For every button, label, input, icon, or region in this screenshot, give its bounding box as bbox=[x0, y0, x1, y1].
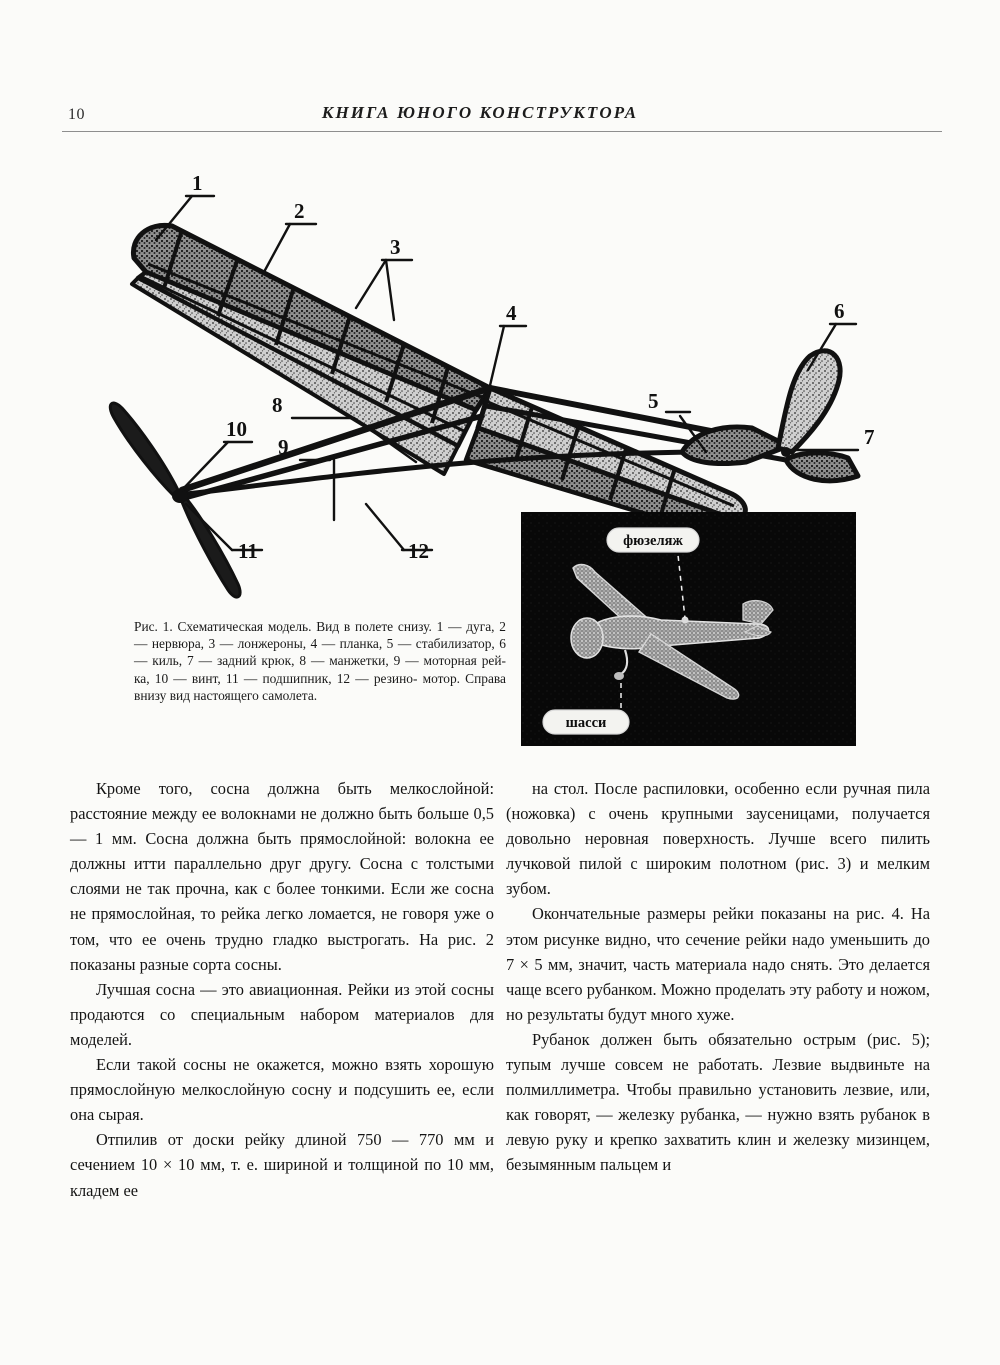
wing-left-panel bbox=[132, 225, 490, 474]
callout-9: 9 bbox=[278, 435, 289, 459]
callout-3: 3 bbox=[390, 235, 401, 259]
photo-label-landing-gear-text: шасси bbox=[565, 715, 607, 731]
header-rule bbox=[62, 131, 942, 132]
running-head bbox=[62, 100, 942, 134]
figure-caption-line-2: снизу. 1 — дуга, 2 — нервюра, 3 — лонжероны, bbox=[134, 619, 506, 652]
figure-caption-line-4: задний крюк, 8 — манжетки, 9 — моторная рей- bbox=[216, 653, 507, 669]
callout-6: 6 bbox=[834, 299, 845, 323]
photo-label-landing-gear bbox=[543, 710, 629, 734]
running-title: КНИГА ЮНОГО КОНСТРУКТОРА bbox=[321, 103, 639, 122]
callout-11: 11 bbox=[238, 539, 258, 563]
paragraph: на стол. После распиловки, особенно если ручная пила (ножовка) с очень крупными заусеницами, получается довольно неровная поверхность. Лучше всего пилить лучковой пилой с широким полотном (рис. 3) и мелким зубом. bbox=[506, 779, 930, 899]
paragraph: Окончательные размеры рейки показаны на рис. 4. На этом рисунке видно, что сечение рейки надо уменьшить до 7 × 5 мм, значит, часть материала надо снять. Это делается чаще всего рубанком. Можно проделать эту работу и ножом, но результаты будут много хуже. bbox=[506, 904, 930, 1024]
photo-real-airplane bbox=[521, 512, 856, 746]
paragraph: Рубанок должен быть обязательно острым (рис. 5); тупым лучше совсем не работать. Лезвие выдвиньте на полмиллиметра. Чтобы правильно установить лезвие, или, как говорят, — железку рубанка, — нужно взять рубанок в левую руку и крепко захватить клин и железку мизинцем, безымянным пальцем и bbox=[506, 1029, 930, 1175]
figure-caption bbox=[134, 618, 506, 704]
callout-8: 8 bbox=[272, 393, 283, 417]
figure-caption-line-1: Рис. 1. Схематическая модель. Вид в полете bbox=[134, 619, 394, 634]
tail-unit bbox=[682, 351, 858, 481]
figure-caption-line-5: ка, 10 — винт, 11 — подшипник, 12 — резино- bbox=[134, 670, 418, 686]
page-number: 10 bbox=[68, 106, 85, 123]
paragraph: Лучшая сосна — это авиационная. Рейки из этой сосны продаются со специальным набором материалов для моделей. bbox=[70, 979, 494, 1049]
figure-caption-line-3: 4 — планка, 5 — стабилизатор, 6 — киль, 7 — bbox=[134, 636, 506, 669]
photo-label-fuselage bbox=[607, 528, 699, 552]
figure-caption-line-6: мотор. Справа внизу вид настоящего самолета. bbox=[134, 670, 506, 703]
callout-5: 5 bbox=[648, 389, 659, 413]
callout-1: 1 bbox=[192, 171, 203, 195]
paragraph: Отпилив от доски рейку длиной 750 — 770 мм и сечением 10 × 10 мм, т. е. шириной и толщиной по 10 мм, кладем ее bbox=[70, 1130, 494, 1200]
callout-4: 4 bbox=[506, 301, 517, 325]
body-column-left bbox=[70, 776, 494, 1203]
photo-label-fuselage-text: фюзеляж bbox=[623, 533, 683, 549]
body-column-right bbox=[506, 776, 930, 1178]
paragraph: Если такой сосны не окажется, можно взять хорошую прямослойную мелкослойную сосну и подсушить ее, если она сырая. bbox=[70, 1055, 494, 1125]
callout-leaders bbox=[156, 196, 858, 550]
callout-12: 12 bbox=[408, 539, 429, 563]
callout-7: 7 bbox=[864, 425, 875, 449]
paragraph: Кроме того, сосна должна быть мелкослойной: расстояние между ее волокнами не должно быть больше 0,5 — 1 мм. Сосна должна быть прямослойной: волокна ее должны итти параллельно друг другу. Сосна с толстыми слоями не так прочна, как с более тонкими. Если же сосна не прямослойная, то рейка легко ломается, не говоря уже о том, что ее очень трудно гладко выстрогать. На рис. 2 показаны разные сорта сосны. bbox=[70, 779, 494, 974]
callout-2: 2 bbox=[294, 199, 305, 223]
callout-10: 10 bbox=[226, 417, 247, 441]
propeller-assembly bbox=[110, 403, 240, 597]
